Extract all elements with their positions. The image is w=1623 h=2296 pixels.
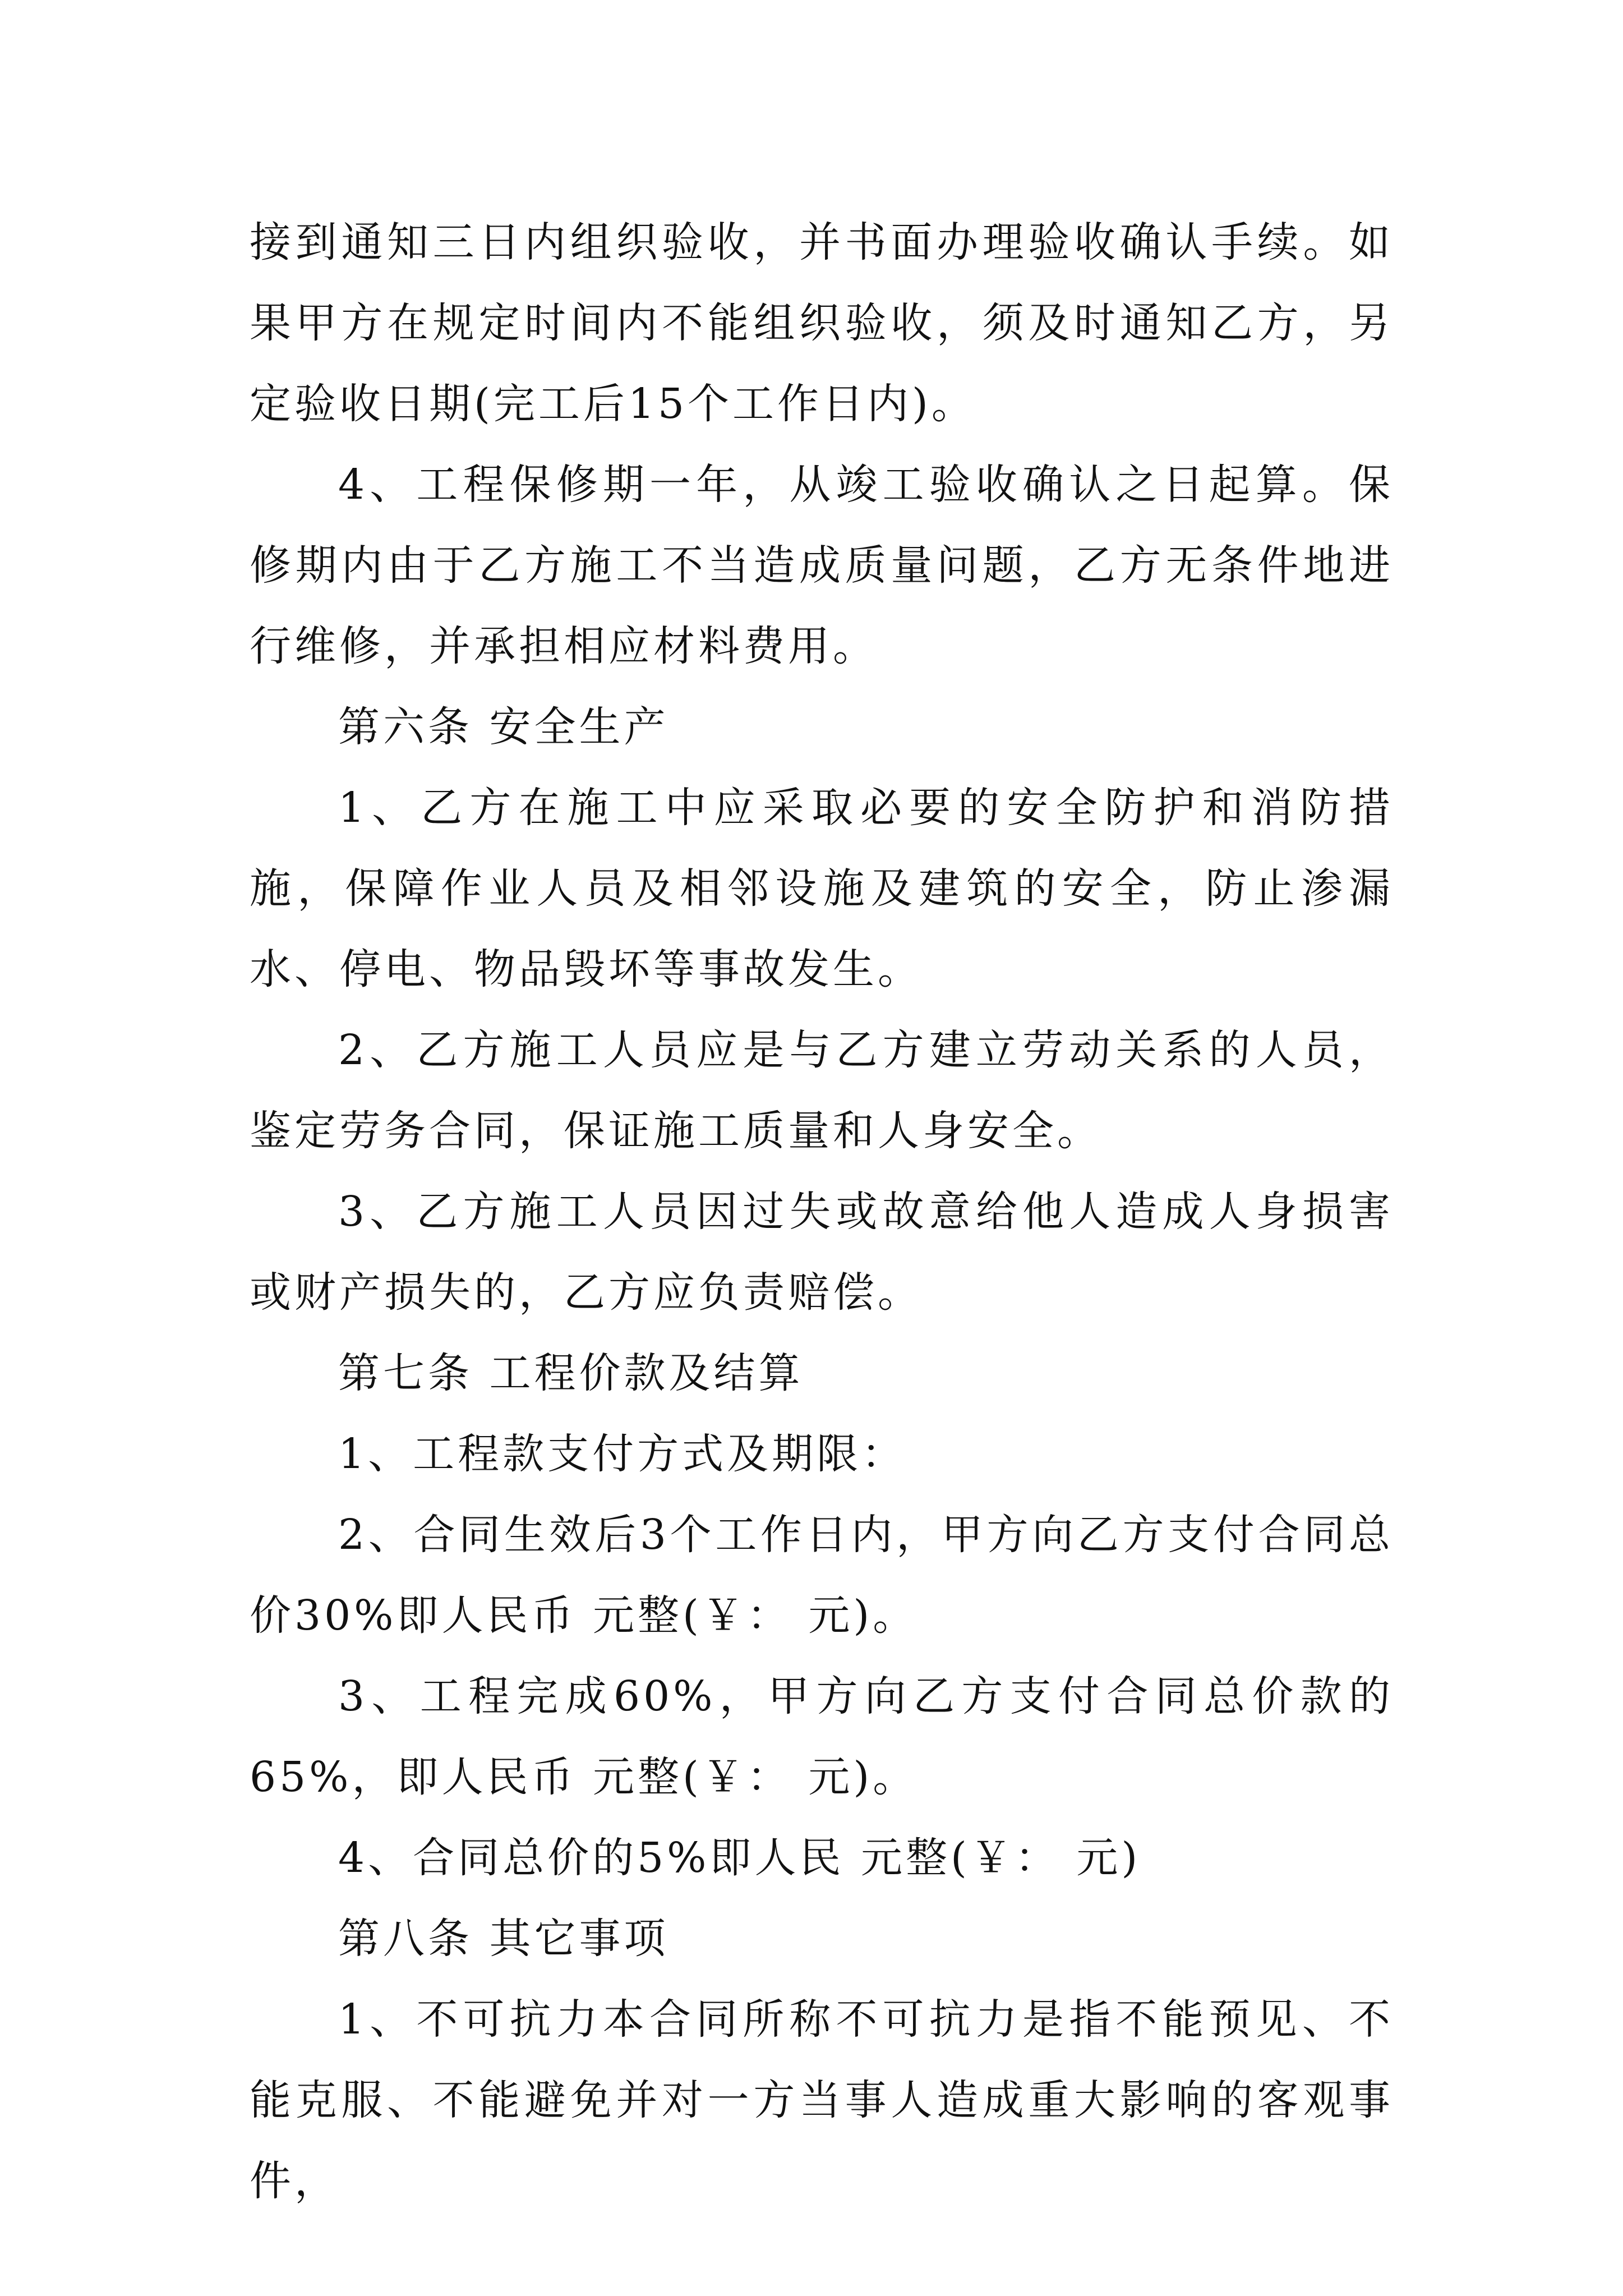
paragraph-safety-1: 1、乙方在施工中应采取必要的安全防护和消防措施，保障作业人员及相邻设施及建筑的安全，防止渗漏水、停电、物品毁坏等事故发生。 [250,784,1394,993]
section-heading-payment: 第七条 工程价款及结算 [338,1349,804,1397]
paragraph-acceptance-continued: 接到通知三日内组织验收，并书面办理验收确认手续。如果甲方在规定时间内不能组织验收，须及时通知乙方，另定验收日期(完工后15个工作日内)。 [250,218,1394,428]
paragraph-force-majeure: 1、不可抗力本合同所称不可抗力是指不能预见、不能克服、不能避免并对一方当事人造成重大影响的客观事件， [250,1995,1394,2205]
section-heading-safety: 第六条 安全生产 [338,703,669,751]
paragraph-warranty: 4、工程保修期一年，从竣工验收确认之日起算。保修期内由于乙方施工不当造成质量问题，乙方无条件地进行维修，并承担相应材料费用。 [250,461,1394,670]
paragraph-payment-2: 2、合同生效后3个工作日内，甲方向乙方支付合同总价30%即人民币 元整(￥： 元)。 [250,1511,1394,1640]
document-body [250,202,1394,2221]
paragraph-safety-2: 2、乙方施工人员应是与乙方建立劳动关系的人员，鉴定劳务合同，保证施工质量和人身安全。 [250,1026,1394,1155]
section-heading-other-matters: 第八条 其它事项 [338,1915,669,1963]
paragraph-safety-3: 3、乙方施工人员因过失或故意给他人造成人身损害或财产损失的，乙方应负责赔偿。 [250,1188,1394,1317]
paragraph-payment-4: 4、合同总价的5%即人民 元整(￥： 元) [338,1834,1141,1882]
paragraph-payment-1: 1、工程款支付方式及期限： [338,1430,907,1478]
paragraph-payment-3: 3、工程完成60%，甲方向乙方支付合同总价款的65%，即人民币 元整(￥： 元)。 [250,1672,1394,1801]
